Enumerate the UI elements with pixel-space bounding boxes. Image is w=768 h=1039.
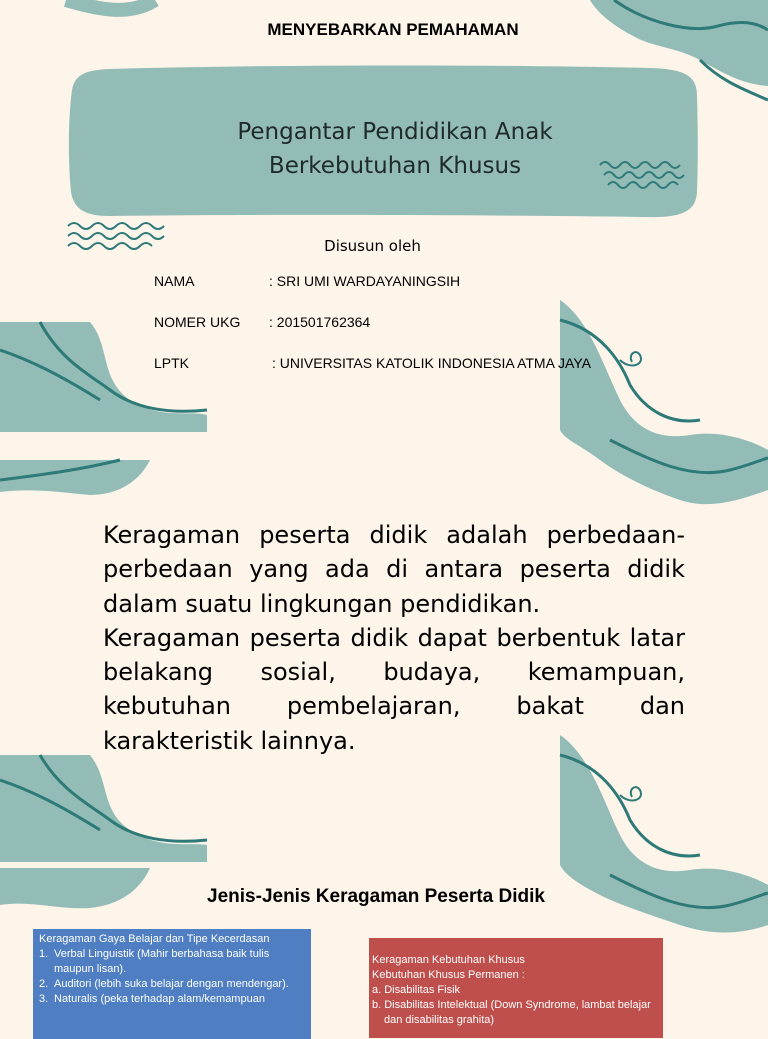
left-wave-decoration-1 — [0, 320, 210, 510]
special-needs-subheading: Kebutuhan Khusus Permanen : — [372, 969, 525, 981]
document-title — [150, 115, 640, 183]
list-item — [39, 977, 305, 992]
list-item — [39, 992, 305, 1007]
special-needs-box — [369, 938, 663, 1038]
list-item — [39, 947, 305, 977]
author-name-label: NAMA — [154, 273, 195, 289]
learning-style-heading: Keragaman Gaya Belajar dan Tipe Kecerdasan — [39, 933, 270, 945]
list-text: Verbal Linguistik (Mahir berbahasa baik tulis maupun lisan). — [54, 948, 270, 975]
section-title: Jenis-Jenis Keragaman Peserta Didik — [207, 886, 545, 907]
paragraph-2: Keragaman peserta didik dapat berbentuk latar belakang sosial, budaya, kemampuan, kebutuhan pembelajaran, bakat dan karakteristik lainnya. — [103, 623, 685, 755]
list-number: 1. — [39, 948, 49, 960]
author-name-value: : SRI UMI WARDAYANINGSIH — [269, 273, 461, 289]
special-needs-heading: Keragaman Kebutuhan Khusus — [372, 954, 525, 966]
list-item: a. Disabilitas Fisik — [372, 984, 461, 996]
learning-style-box — [33, 929, 311, 1039]
right-wave-decoration-1 — [560, 300, 768, 540]
lptk-label: LPTK — [154, 355, 190, 371]
list-item: b. Disabilitas Intelektual (Down Syndrome, lambat belajar dan disabilitas grahita) — [372, 999, 651, 1026]
ukg-number-value: : 201501762364 — [269, 314, 371, 330]
lptk-value: : UNIVERSITAS KATOLIK INDONESIA ATMA JAYA — [272, 355, 591, 371]
header-label: MENYEBARKAN PEMAHAMAN — [267, 20, 519, 39]
definition-paragraph — [103, 518, 685, 758]
paragraph-1: Keragaman peserta didik adalah perbedaan-perbedaan yang ada di antara peserta didik dalam suatu lingkungan pendidikan. — [103, 521, 685, 618]
list-number: 2. — [39, 978, 49, 990]
list-text: Naturalis (peka terhadap alam/kemampuan — [54, 993, 265, 1005]
title-line-1: Pengantar Pendidikan Anak — [237, 119, 553, 145]
ukg-number-label: NOMER UKG — [154, 314, 241, 330]
list-number: 3. — [39, 993, 49, 1005]
author-intro: Disusun oleh — [324, 237, 421, 255]
title-line-2: Berkebutuhan Khusus — [268, 153, 522, 179]
list-text: Auditori (lebih suka belajar dengan mendengar). — [54, 978, 289, 990]
